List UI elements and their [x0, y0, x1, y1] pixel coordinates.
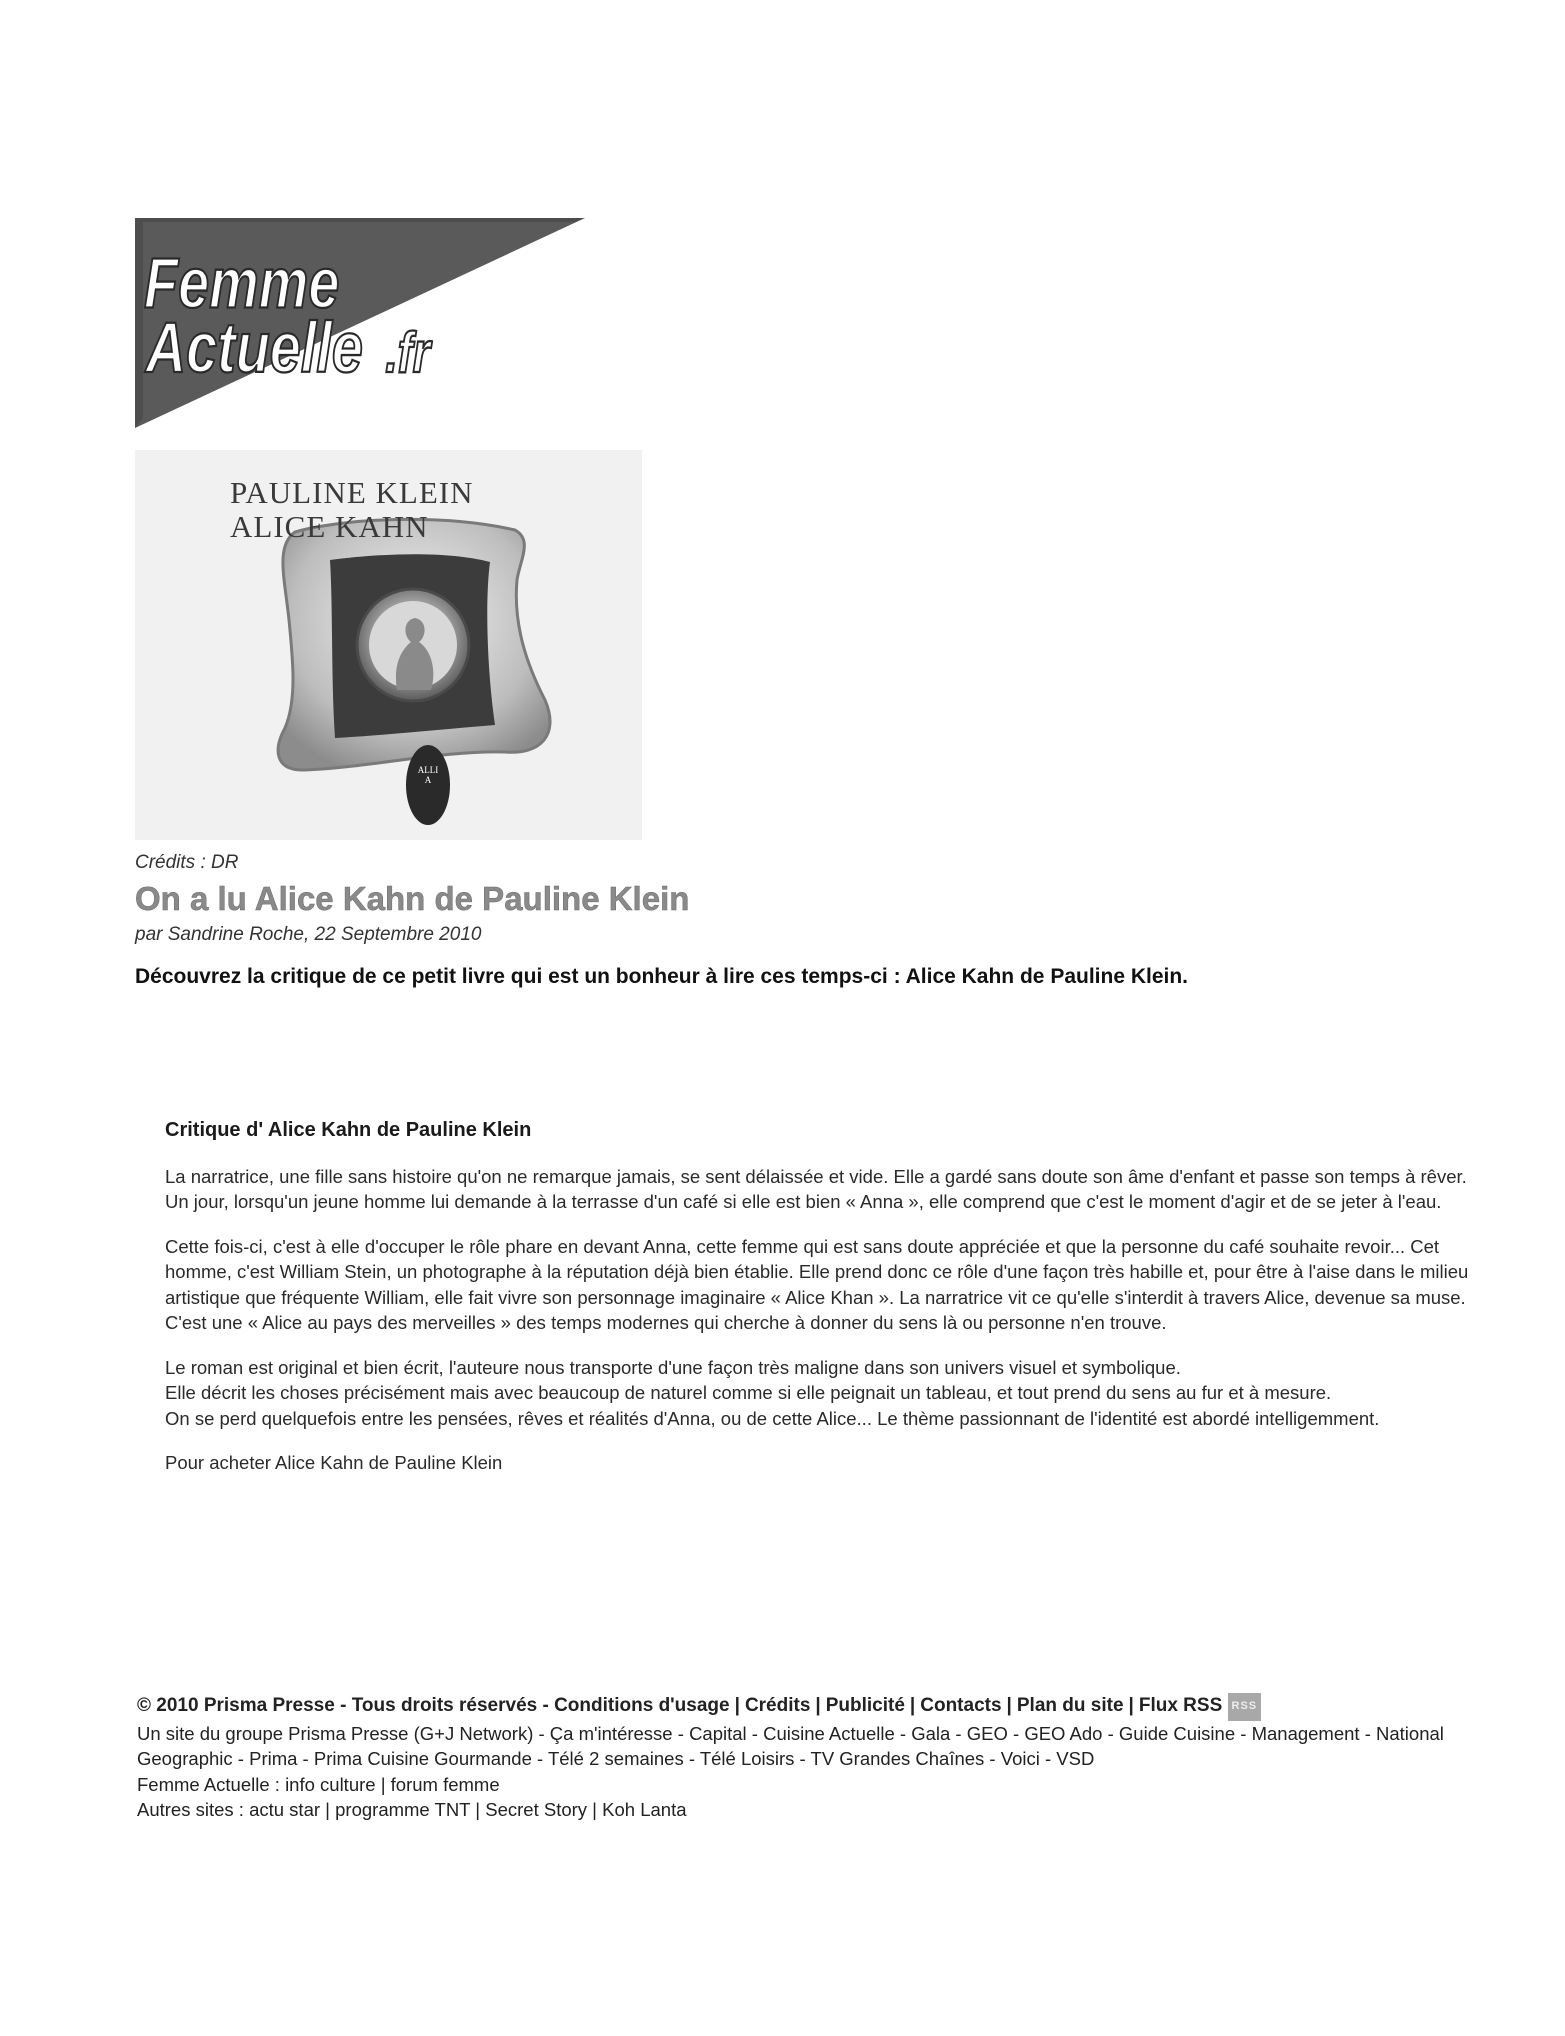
footer-link-credits[interactable]: Crédits: [744, 1695, 811, 1716]
logo-line1: Femme: [144, 243, 340, 324]
group-site-link[interactable]: Télé Loisirs: [699, 1748, 795, 1769]
cover-title: ALICE KAHN: [230, 509, 429, 544]
group-site-link[interactable]: Capital: [689, 1722, 747, 1744]
critique-p3-line-3: On se perd quelquefois entre les pensées, rêves et réalités d'Anna, ou de cette Alice... Le thème passionnant de l'identité est abordé intelligemment.: [165, 1407, 1380, 1429]
group-site-link[interactable]: Guide Cuisine: [1118, 1722, 1236, 1744]
critique-paragraph-2: Cette fois-ci, c'est à elle d'occuper le rôle phare en devant Anna, cette femme qui est sans doute appréciée et que la personne du café souhaite revoir... Cet homme, c'est William Stein, un photographe à la réputation déjà bien établie. Elle prend donc ce rôle d'une façon très habille et, pour être à l'aise dans le milieu artistique que fréquente William, elle fait vivre son personnage imaginaire « Alice Khan ». La narratrice vit ce qu'elle s'interdit à travers Alice, devenue sa muse. C'est une « Alice au pays des merveilles » des temps modernes qui cherche à donner du sens là ou personne n'en trouve.: [165, 1235, 1469, 1333]
group-site-link[interactable]: GEO: [966, 1722, 1008, 1744]
other-site-link[interactable]: Koh Lanta: [602, 1799, 687, 1820]
footer-group-sites: Un site du groupe Prisma Presse (G+J Network) - Ça m'intéresse - Capital - Cuisine Actuelle - Gala - GEO - GEO Ado - Guide Cuisine - Management - National Geographic - Prima - Prima Cuisine Gourmande - Télé 2 semaines - Télé Loisirs - TV Grandes Chaînes - Voici - VSD: [137, 1722, 1444, 1769]
article-intro: Découvrez la critique de ce petit livre qui est un bonheur à lire ces temps-ci : Alice Kahn de Pauline Klein.: [135, 965, 1189, 988]
buy-link[interactable]: Pour acheter Alice Kahn de Pauline Klein: [165, 1452, 503, 1473]
footer-link-plan-du-site[interactable]: Plan du site: [1016, 1695, 1124, 1716]
group-site-link[interactable]: National Geographic: [137, 1722, 1444, 1769]
group-site-link[interactable]: VSD: [1056, 1748, 1095, 1769]
other-site-link[interactable]: actu star: [249, 1799, 321, 1820]
femme-actuelle-link[interactable]: forum femme: [390, 1773, 500, 1795]
other-site-prefix: Autres sites :: [137, 1799, 250, 1820]
footer-legal-line: © 2010 Prisma Presse - Tous droits réservés - Conditions d'usage | Crédits | Publicité | Contacts | Plan du site | Flux RSS RSS: [137, 1693, 1517, 1721]
group-site-link[interactable]: Management: [1251, 1722, 1360, 1744]
group-site-link[interactable]: Ça m'intéresse: [549, 1722, 673, 1744]
critique-paragraph-3: [165, 1355, 1480, 1432]
group-site-prefix: Un site du groupe Prisma Presse (G+J Network) -: [137, 1722, 550, 1744]
article-byline: par Sandrine Roche, 22 Septembre 2010: [135, 924, 482, 945]
site-footer: [137, 1693, 1517, 1823]
rss-icon[interactable]: RSS: [1228, 1693, 1262, 1721]
footer-link-publicite[interactable]: Publicité: [825, 1695, 905, 1716]
image-credits: Crédits : DR: [135, 852, 239, 873]
article-title: On a lu Alice Kahn de Pauline Klein: [135, 880, 690, 917]
critique-section: [165, 1118, 1480, 1495]
footer-link-flux-rss[interactable]: Flux RSS: [1138, 1695, 1223, 1716]
site-logo[interactable]: [135, 218, 585, 428]
critique-heading: Critique d' Alice Kahn de Pauline Klein: [165, 1119, 532, 1141]
footer-femme-actuelle-links: Femme Actuelle : info culture | forum femme: [137, 1773, 500, 1795]
logo-line2: Actuelle: [145, 307, 363, 388]
group-site-link[interactable]: Voici: [1000, 1748, 1040, 1769]
logo-suffix: .fr: [385, 319, 431, 385]
group-site-link[interactable]: TV Grandes Chaînes: [810, 1748, 985, 1769]
footer-link-contacts[interactable]: Contacts: [920, 1695, 1002, 1716]
group-site-link[interactable]: GEO Ado: [1024, 1722, 1103, 1744]
group-site-link[interactable]: Télé 2 semaines: [547, 1748, 684, 1769]
other-site-link[interactable]: Secret Story: [485, 1799, 588, 1820]
group-site-link[interactable]: Prima Cuisine Gourmande: [313, 1748, 532, 1769]
critique-paragraph-1: La narratrice, une fille sans histoire qu'on ne remarque jamais, se sent délaissée et vide. Elle a gardé sans doute son âme d'enfant et passe son temps à rêver. Un jour, lorsqu'un jeune homme lui demande à la terrasse d'un café si elle est bien « Anna », elle comprend que c'est le moment d'agir et de se jeter à l'eau.: [165, 1165, 1467, 1212]
group-site-link[interactable]: Prima: [249, 1748, 298, 1769]
book-cover-image: [135, 450, 642, 840]
group-site-link[interactable]: Gala: [911, 1722, 951, 1744]
cover-author: PAULINE KLEIN: [230, 475, 474, 510]
other-site-link[interactable]: programme TNT: [335, 1799, 471, 1820]
femme-actuelle-prefix: Femme Actuelle :: [137, 1773, 286, 1795]
cover-publisher: ALLIA: [417, 765, 439, 785]
footer-copyright[interactable]: © 2010 Prisma Presse - Tous droits réservés - Conditions d'usage: [137, 1695, 730, 1716]
footer-other-sites: Autres sites : actu star | programme TNT | Secret Story | Koh Lanta: [137, 1799, 687, 1820]
critique-p3-line-2: Elle décrit les choses précisément mais avec beaucoup de naturel comme si elle peignait un tableau, et tout prend du sens au fur et à mesure.: [165, 1382, 1332, 1403]
critique-p3-line-1: Le roman est original et bien écrit, l'auteure nous transporte d'une façon très maligne dans son univers visuel et symbolique.: [165, 1356, 1181, 1378]
group-site-link[interactable]: Cuisine Actuelle: [763, 1722, 895, 1744]
femme-actuelle-link[interactable]: info culture: [285, 1773, 376, 1795]
